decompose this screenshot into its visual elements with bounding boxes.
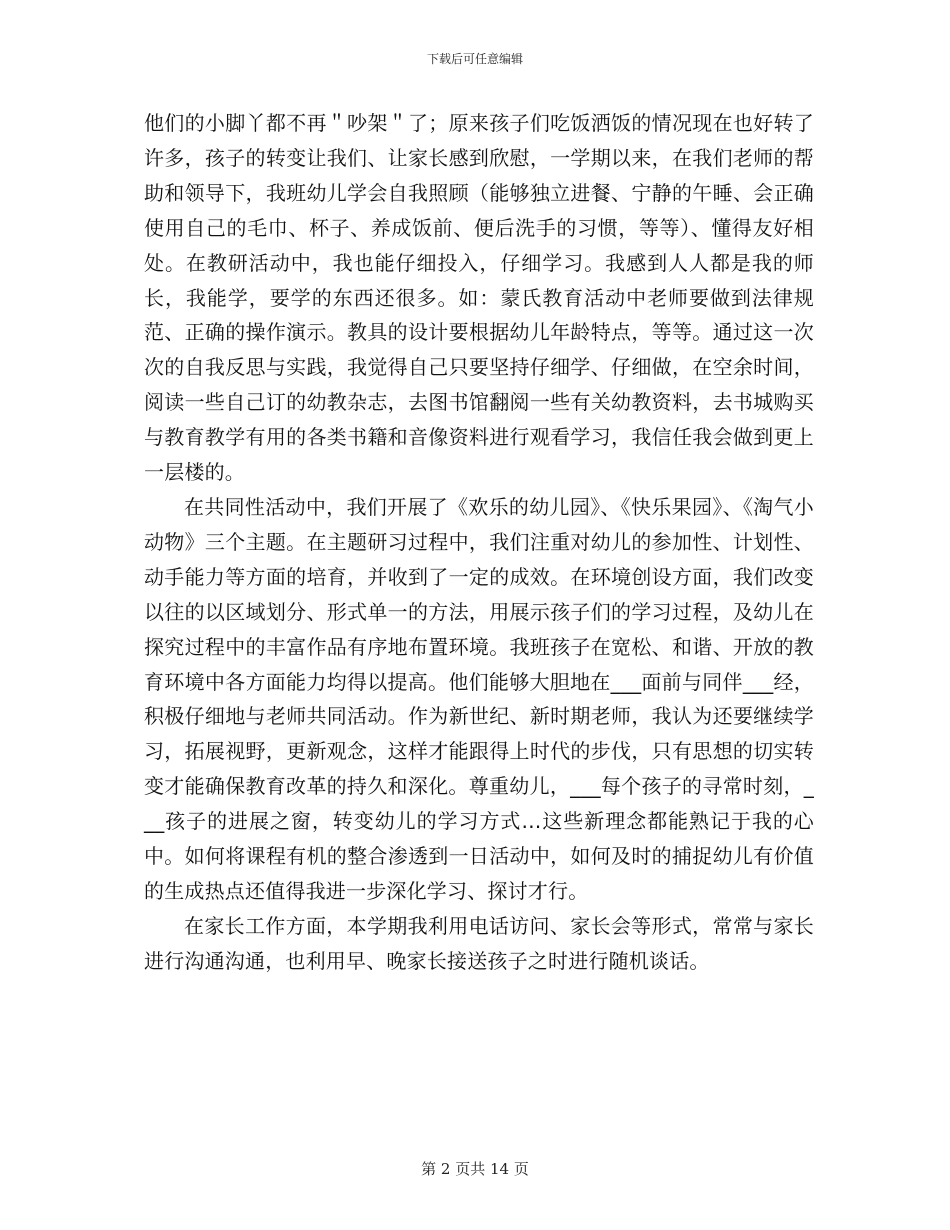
page-footer: 第 2 页共 14 页	[421, 1160, 529, 1178]
paragraph-2: 在共同性活动中，我们开展了《欢乐的幼儿园》、《快乐果园》、《淘气小动物》三个主题。在主题研习过程中，我们注重对幼儿的参加性、计划性、动手能力等方面的培育，并收到了一定的成效。在环境创设方面，我们改变以往的以区域划分、形式单一的方法，用展示孩子们的学习过程，及幼儿在探究过程中的丰富作品有序地布置环境。我班孩子在宽松、和谐、开放的教育环境中各方面能力均得以提高。他们能够大胆地在___面前与同伴___经，积极仔细地与老师共同活动。作为新世纪、新时期老师，我认为还要继续学习，拓展视野，更新观念，这样才能跟得上时代的步伐，只有思想的切实转变才能确保教育改革的持久和深化。尊重幼儿，___每个孩子的寻常时刻，___孩子的进展之窗，转变幼儿的学习方式…这些新理念都能熟记于我的心中。如何将课程有机的整合渗透到一日活动中，如何及时的捕捉幼儿有价值的生成热点还值得我进一步深化学习、探讨才行。	[144, 494, 814, 903]
paragraph-3: 在家长工作方面，本学期我利用电话访问、家长会等形式，常常与家长进行沟通沟通，也利用早、晚家长接送孩子之时进行随机谈话。	[144, 913, 814, 973]
document-body	[144, 106, 814, 979]
page-header: 下载后可任意编辑	[426, 52, 523, 66]
paragraph-1: 他们的小脚丫都不再＂吵架＂了；原来孩子们吃饭洒饭的情况现在也好转了许多，孩子的转变让我们、让家长感到欣慰，一学期以来，在我们老师的帮助和领导下，我班幼儿学会自我照顾（能够独立进餐、宁静的午睡、会正确使用自己的毛巾、杯子、养成饭前、便后洗手的习惯，等等）、懂得友好相处。在教研活动中，我也能仔细投入，仔细学习。我感到人人都是我的师长，我能学，要学的东西还很多。如：蒙氏教育活动中老师要做到法律规范、正确的操作演示。教具的设计要根据幼儿年龄特点，等等。通过这一次次的自我反思与实践，我觉得自己只要坚持仔细学、仔细做，在空余时间，阅读一些自己订的幼教杂志，去图书馆翻阅一些有关幼教资料，去书城购买与教育教学有用的各类书籍和音像资料进行观看学习，我信任我会做到更上一层楼的。	[144, 111, 814, 485]
